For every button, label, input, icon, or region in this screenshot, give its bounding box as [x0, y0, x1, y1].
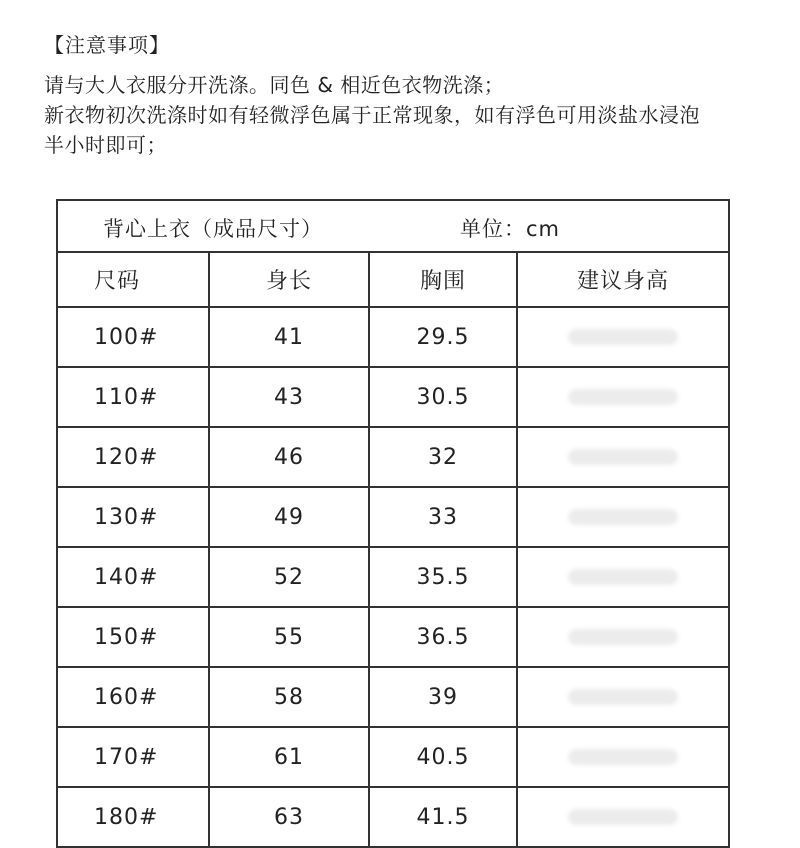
length-cell: 61 — [209, 727, 369, 787]
blurred-value — [568, 629, 678, 645]
size-cell: 120# — [57, 427, 209, 487]
height-cell — [517, 607, 729, 667]
size-cell: 180# — [57, 787, 209, 847]
table-row — [57, 727, 729, 787]
size-cell: 150# — [57, 607, 209, 667]
blurred-value — [568, 509, 678, 525]
size-cell: 130# — [57, 487, 209, 547]
length-cell: 46 — [209, 427, 369, 487]
care-notes — [44, 30, 784, 160]
blurred-value — [568, 809, 678, 825]
chest-cell: 30.5 — [369, 367, 517, 427]
table-row — [57, 367, 729, 427]
column-header-chest: 胸围 — [369, 252, 517, 307]
height-cell — [517, 787, 729, 847]
size-table — [56, 199, 730, 848]
length-cell: 43 — [209, 367, 369, 427]
chest-cell: 29.5 — [369, 307, 517, 367]
table-row — [57, 607, 729, 667]
chest-cell: 35.5 — [369, 547, 517, 607]
length-cell: 58 — [209, 667, 369, 727]
table-row — [57, 547, 729, 607]
size-cell: 170# — [57, 727, 209, 787]
table-caption-title: 背心上衣（成品尺寸） — [103, 217, 323, 241]
size-cell: 100# — [57, 307, 209, 367]
notes-line: 半小时即可； — [44, 133, 167, 157]
table-caption — [57, 200, 729, 252]
chest-cell: 41.5 — [369, 787, 517, 847]
blurred-value — [568, 389, 678, 405]
chest-cell: 39 — [369, 667, 517, 727]
table-row — [57, 667, 729, 727]
table-caption-row — [57, 200, 729, 252]
length-cell: 41 — [209, 307, 369, 367]
notes-title: 【注意事项】 — [44, 33, 170, 57]
chest-cell: 40.5 — [369, 727, 517, 787]
height-cell — [517, 547, 729, 607]
table-row — [57, 787, 729, 847]
blurred-value — [568, 749, 678, 765]
length-cell: 49 — [209, 487, 369, 547]
table-header-row — [57, 252, 729, 307]
blurred-value — [568, 689, 678, 705]
height-cell — [517, 427, 729, 487]
height-cell — [517, 487, 729, 547]
column-header-length: 身长 — [209, 252, 369, 307]
length-cell: 52 — [209, 547, 369, 607]
table-row — [57, 307, 729, 367]
size-cell: 160# — [57, 667, 209, 727]
chest-cell: 36.5 — [369, 607, 517, 667]
blurred-value — [568, 329, 678, 345]
height-cell — [517, 727, 729, 787]
height-cell — [517, 307, 729, 367]
blurred-value — [568, 449, 678, 465]
length-cell: 55 — [209, 607, 369, 667]
chest-cell: 32 — [369, 427, 517, 487]
height-cell — [517, 367, 729, 427]
notes-line: 请与大人衣服分开洗涤。同色 & 相近色衣物洗涤； — [44, 73, 505, 97]
chest-cell: 33 — [369, 487, 517, 547]
notes-line: 新衣物初次洗涤时如有轻微浮色属于正常现象，如有浮色可用淡盐水浸泡 — [44, 103, 700, 127]
column-header-size: 尺码 — [57, 252, 209, 307]
table-row — [57, 487, 729, 547]
blurred-value — [568, 569, 678, 585]
table-row — [57, 427, 729, 487]
height-cell — [517, 667, 729, 727]
size-cell: 140# — [57, 547, 209, 607]
size-cell: 110# — [57, 367, 209, 427]
table-unit: 单位：cm — [460, 217, 561, 241]
column-header-height: 建议身高 — [517, 252, 729, 307]
length-cell: 63 — [209, 787, 369, 847]
